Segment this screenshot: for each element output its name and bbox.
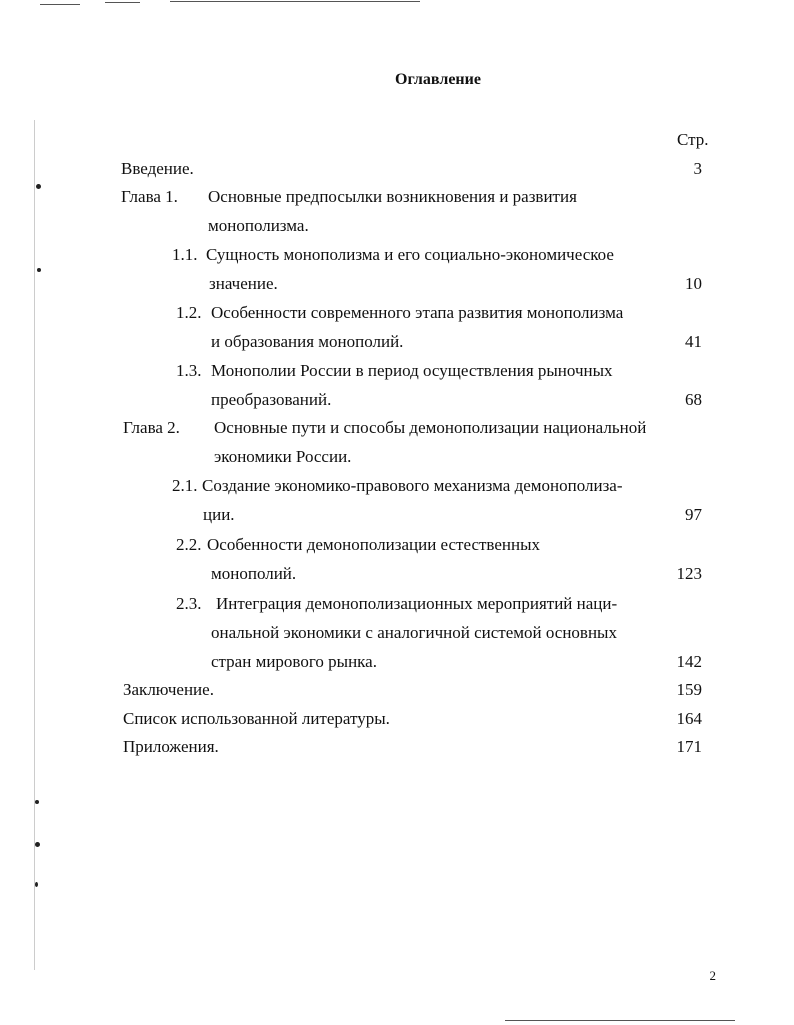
toc-entry-page: 164 — [676, 709, 702, 728]
chapter-label: Глава 2. — [123, 418, 180, 437]
page-column-header: Стр. — [677, 130, 709, 149]
section-number: 1.3. — [176, 361, 202, 380]
toc-entry-page: 3 — [693, 159, 702, 178]
toc-entry-label: Введение. — [121, 159, 194, 178]
toc-entry-page: 171 — [676, 737, 702, 756]
page-title: Оглавление — [395, 71, 481, 88]
toc-entry-page: 97 — [685, 505, 702, 524]
scan-edge-bottom — [505, 1020, 735, 1021]
section-title-line: значение. — [209, 274, 278, 293]
section-title-line: Создание экономико-правового механизма демонополиза- — [202, 476, 623, 495]
chapter-title-line: экономики России. — [214, 447, 352, 466]
section-number: 1.1. — [172, 245, 198, 264]
section-title-line: и образования монополий. — [211, 332, 404, 351]
section-title-line: Интеграция демонополизационных мероприятий нaци- — [216, 594, 618, 613]
chapter-title-line: Основные предпосылки возникновения и развития — [208, 187, 577, 206]
toc-entry-page: 123 — [676, 564, 702, 583]
section-number: 2.2. — [176, 535, 202, 554]
toc-entry-page: 142 — [676, 652, 702, 671]
section-title-line: стран мирового рынка. — [211, 652, 377, 671]
section-title-line: преобразований. — [211, 390, 332, 409]
page-number: 2 — [709, 968, 716, 983]
section-title-line: Монополии России в период осуществления рыночных — [211, 361, 613, 380]
toc-entry-page: 159 — [676, 680, 702, 699]
scan-mark — [35, 800, 39, 804]
section-number: 1.2. — [176, 303, 202, 322]
section-title-line: Особенности демонополизации естественных — [207, 535, 541, 554]
scan-mark — [37, 268, 41, 272]
scan-edge-top-mid — [105, 2, 140, 3]
section-title-line: Особенности современного этапа развития монополизма — [211, 303, 624, 322]
toc-entry-page: 41 — [685, 332, 702, 351]
section-number: 2.1. — [172, 476, 198, 495]
chapter-title-line: Основные пути и способы демонополизации национальной — [214, 418, 647, 437]
toc-entry-page: 68 — [685, 390, 702, 409]
section-number: 2.3. — [176, 594, 202, 613]
scan-edge-top-left — [40, 4, 80, 5]
scan-edge-top-right — [170, 1, 420, 2]
section-title-line: Сущность монополизма и его социально-экономическое — [206, 245, 614, 264]
scan-mark — [35, 882, 38, 887]
section-title-line: монополий. — [211, 564, 297, 583]
chapter-label: Глава 1. — [121, 187, 178, 206]
section-title-line: ональной экономики с аналогичной системой основных — [211, 623, 617, 642]
scan-mark — [35, 842, 40, 847]
toc-entry-page: 10 — [685, 274, 702, 293]
section-title-line: ции. — [203, 505, 235, 524]
toc-entry-label: Заключение. — [123, 680, 214, 699]
toc-entry-label: Список использованной литературы. — [123, 709, 390, 728]
chapter-title-line: монополизма. — [208, 216, 309, 235]
toc-entry-label: Приложения. — [123, 737, 219, 756]
scan-mark — [36, 184, 41, 189]
